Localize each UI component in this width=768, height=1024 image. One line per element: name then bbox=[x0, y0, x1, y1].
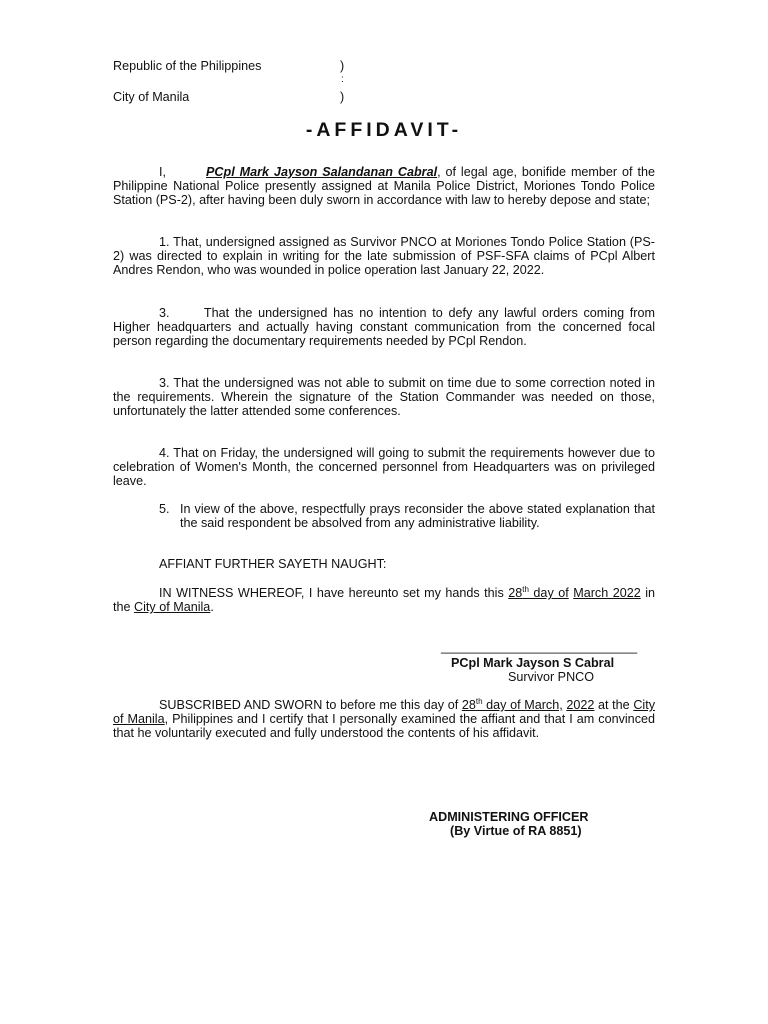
signature-line: ____________________________ bbox=[441, 640, 638, 654]
paragraph-2: 3. That the undersigned has no intention to defy any lawful orders coming from Higher headquarters and actually having constant communication from the concerned focal person regarding the documentary requirements needed by PCpl Rendon. bbox=[113, 306, 655, 348]
paragraph-5 bbox=[113, 502, 655, 530]
subscribed-paragraph bbox=[113, 698, 655, 740]
witness-lead: IN WITNESS WHEREOF, I have hereunto set my hands this bbox=[159, 586, 509, 600]
header-paren-1: ) bbox=[340, 59, 345, 73]
paragraph-4: 4. That on Friday, the undersigned will going to submit the requirements however due to celebration of Women's Month, the concerned personnel from Headquarters was on privileged leave. bbox=[113, 446, 655, 488]
republic-label: Republic of the Philippines bbox=[113, 59, 262, 73]
witness-paragraph bbox=[113, 586, 655, 614]
signatory-position: Survivor PNCO bbox=[508, 670, 595, 684]
subscribed-day-rest: day of March, bbox=[482, 698, 563, 712]
witness-day-rest: day of bbox=[528, 586, 569, 600]
paragraph-3: 3. That the undersigned was not able to submit on time due to some correction noted in the requirements. Wherein the signature of the Station Commander was needed on those, unfortunately the latter attended some conferences. bbox=[113, 376, 655, 418]
intro-paragraph bbox=[113, 165, 655, 207]
intro-i: I, bbox=[159, 165, 166, 179]
subscribed-day bbox=[462, 698, 563, 712]
subscribed-city: City of Manila bbox=[113, 698, 656, 726]
witness-day-sup: th bbox=[522, 584, 529, 594]
affiant-further: AFFIANT FURTHER SAYETH NAUGHT: bbox=[159, 557, 387, 571]
witness-date: March 2022 bbox=[573, 586, 641, 600]
witness-city: City of Manila bbox=[134, 600, 211, 614]
signatory-name: PCpl Mark Jayson S Cabral bbox=[451, 656, 615, 670]
subscribed-lead: SUBSCRIBED AND SWORN to before me this day of bbox=[159, 698, 462, 712]
city-label: City of Manila bbox=[113, 90, 190, 104]
officer-title: ADMINISTERING OFFICER bbox=[429, 810, 589, 824]
officer-authority: (By Virtue of RA 8851) bbox=[450, 824, 582, 838]
affiant-name: PCpl Mark Jayson Salandanan Cabral bbox=[206, 165, 438, 179]
witness-day bbox=[508, 586, 568, 600]
witness-end: . bbox=[210, 600, 214, 614]
document-title: -AFFIDAVIT- bbox=[305, 119, 463, 141]
subscribed-day-num: 28 bbox=[461, 698, 476, 712]
witness-mid: in the bbox=[113, 586, 656, 614]
subscribed-rest: , Philippines and I certify that I personally examined the affiant and that I am convinced that he voluntarily executed and fully understood the contents of his affidavit. bbox=[113, 712, 655, 740]
subscribed-mid: at the bbox=[594, 698, 634, 712]
header-colon: : bbox=[341, 74, 344, 85]
intro-text: , of legal age, bonifide member of the Philippine National Police presently assigned at Manila Police District, Moriones Tondo Police Station (PS-2), after having been duly sworn in accordance with law to hereby depose and state; bbox=[113, 165, 655, 207]
paragraph-1: 1. That, undersigned assigned as Survivor PNCO at Moriones Tondo Police Station (PS-2) was directed to explain in writing for the late submission of PSF-SFA claims of PCpl Albert Andres Rendon, who was wounded in police operation last January 22, 2022. bbox=[113, 235, 655, 277]
paragraph-5-number: 5. bbox=[159, 502, 170, 516]
subscribed-year: 2022 bbox=[566, 698, 595, 712]
subscribed-day-sup: th bbox=[475, 696, 483, 706]
header-paren-2: ) bbox=[340, 90, 345, 104]
witness-day-num: 28 bbox=[508, 586, 523, 600]
paragraph-5-text: In view of the above, respectfully prays reconsider the above stated explanation that the said respondent be absolved from any administrative liability. bbox=[180, 502, 655, 530]
